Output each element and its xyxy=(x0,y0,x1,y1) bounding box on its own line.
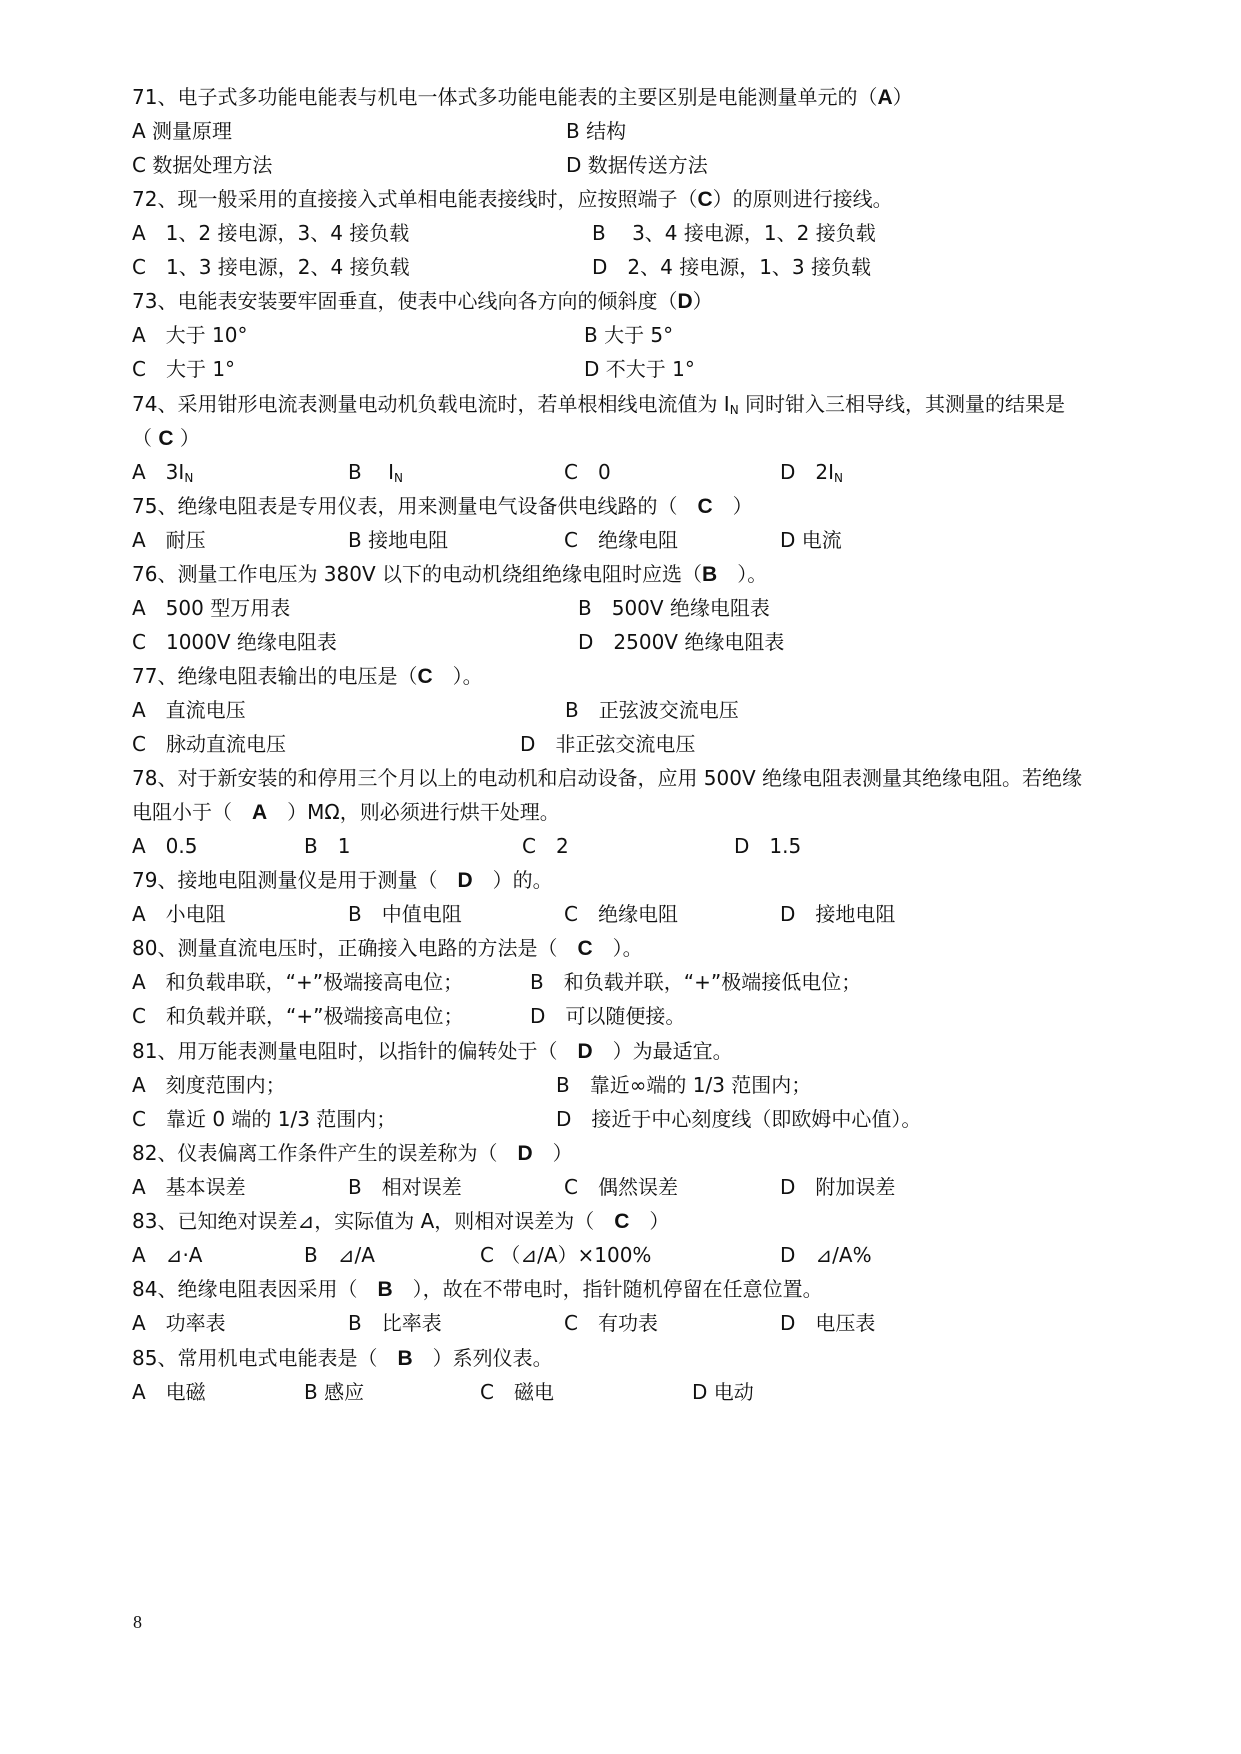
option-a: A 刻度范围内； xyxy=(132,1073,286,1097)
option-d: D 2、4 接电源，1、3 接负载 xyxy=(592,255,872,279)
option-b: B 500V 绝缘电阻表 xyxy=(578,596,770,620)
option-row xyxy=(0,350,1241,388)
answer-letter: A xyxy=(252,801,268,824)
option-d: D 不大于 1° xyxy=(584,357,695,381)
option-a: A 500 型万用表 xyxy=(132,596,291,620)
option-row xyxy=(0,589,1241,627)
option-a: A $3I_N$ xyxy=(132,460,194,485)
question-text-continued: （ C ） xyxy=(132,426,200,450)
option-b: B 接地电阻 xyxy=(348,528,449,552)
option-d: D 电压表 xyxy=(780,1311,876,1335)
option-row xyxy=(0,997,1241,1035)
option-b: B 比率表 xyxy=(348,1311,442,1335)
option-b: B 和负载并联，“+”极端接低电位； xyxy=(530,970,862,994)
option-row xyxy=(0,623,1241,661)
option-b: B 靠近∞端的 1/3 范围内； xyxy=(556,1073,812,1097)
option-c: C 绝缘电阻 xyxy=(564,902,678,926)
question-text: 80、测量直流电压时，正确接入电路的方法是（ C ）。 xyxy=(132,936,643,960)
option-d: D 电流 xyxy=(780,528,842,552)
option-b: B 正弦波交流电压 xyxy=(565,698,739,722)
answer-letter: C xyxy=(158,427,174,450)
option-d: D 2500V 绝缘电阻表 xyxy=(578,630,785,654)
option-a: A 直流电压 xyxy=(132,698,246,722)
option-d: D 数据传送方法 xyxy=(566,153,708,177)
option-row xyxy=(0,827,1241,865)
option-b: B 相对误差 xyxy=(348,1175,462,1199)
answer-letter: C xyxy=(614,1210,630,1233)
question-text: 85、常用机电式电能表是（ B ）系列仪表。 xyxy=(132,1346,553,1370)
option-b: B 大于 5° xyxy=(584,323,674,347)
option-row xyxy=(0,1168,1241,1206)
option-row xyxy=(0,112,1241,150)
answer-letter: C xyxy=(417,665,433,688)
option-d: D $2I_N$ xyxy=(780,460,844,485)
option-a: A 电磁 xyxy=(132,1380,206,1404)
option-d: D 非正弦交流电压 xyxy=(520,732,696,756)
question-text: 73、电能表安装要牢固垂直，使表中心线向各方向的倾斜度（D） xyxy=(132,289,713,313)
option-c: C 0 xyxy=(564,460,611,484)
option-d: D 附加误差 xyxy=(780,1175,896,1199)
question-text: 79、接地电阻测量仪是用于测量（ D ）的。 xyxy=(132,868,553,892)
option-b: B $I_N$ xyxy=(348,460,403,485)
option-row xyxy=(0,1236,1241,1274)
option-row xyxy=(0,1066,1241,1104)
option-row xyxy=(0,725,1241,763)
answer-letter: B xyxy=(702,563,718,586)
option-c: C 2 xyxy=(522,834,569,858)
option-a: A 测量原理 xyxy=(132,119,233,143)
page-number: 8 xyxy=(133,1612,142,1632)
question-text: 74、采用钳形电流表测量电动机负载电流时，若单根相线电流值为 $I_N$ 同时钳入三相导线，其测量的结果是 xyxy=(132,392,1066,417)
option-row xyxy=(0,895,1241,933)
question-text: 76、测量工作电压为 380V 以下的电动机绕组绝缘电阻时应选（B ）。 xyxy=(132,562,768,586)
answer-letter: C xyxy=(577,937,593,960)
question-text-continued: 电阻小于（ A ）MΩ，则必须进行烘干处理。 xyxy=(132,800,560,824)
option-d: D 电动 xyxy=(692,1380,754,1404)
option-b: B 感应 xyxy=(304,1380,365,1404)
option-row xyxy=(0,146,1241,184)
option-d: D 接地电阻 xyxy=(780,902,896,926)
option-c: C 和负载并联，“+”极端接高电位； xyxy=(132,1004,464,1028)
option-c: C 1、3 接电源，2、4 接负载 xyxy=(132,255,410,279)
answer-letter: A xyxy=(877,86,893,109)
option-d: D 接近于中心刻度线（即欧姆中心值）。 xyxy=(556,1107,922,1131)
option-row xyxy=(0,248,1241,286)
option-c: C 脉动直流电压 xyxy=(132,732,286,756)
question-text: 82、仪表偏离工作条件产生的误差称为（ D ） xyxy=(132,1141,573,1165)
option-b: B 3、4 接电源，1、2 接负载 xyxy=(592,221,876,245)
question-text: 78、对于新安装的和停用三个月以上的电动机和启动设备，应用 500V 绝缘电阻表测量其绝缘电阻。若绝缘 xyxy=(132,766,1083,790)
option-row xyxy=(0,453,1241,491)
question-text: 83、已知绝对误差⊿，实际值为 A，则相对误差为（ C ） xyxy=(132,1209,670,1233)
option-c: C 大于 1° xyxy=(132,357,236,381)
option-c: C 1000V 绝缘电阻表 xyxy=(132,630,337,654)
option-a: A 和负载串联，“+”极端接高电位； xyxy=(132,970,464,994)
answer-letter: D xyxy=(457,869,473,892)
option-row xyxy=(0,214,1241,252)
option-d: D ⊿/A% xyxy=(780,1243,872,1267)
question-text: 72、现一般采用的直接接入式单相电能表接线时，应按照端子（C）的原则进行接线。 xyxy=(132,187,893,211)
option-c: C 有功表 xyxy=(564,1311,658,1335)
option-row xyxy=(0,521,1241,559)
answer-letter: D xyxy=(517,1142,533,1165)
answer-letter: B xyxy=(397,1347,413,1370)
option-a: A 0.5 xyxy=(132,834,198,858)
option-b: B 中值电阻 xyxy=(348,902,462,926)
question-text: 71、电子式多功能电能表与机电一体式多功能电能表的主要区别是电能测量单元的（A） xyxy=(132,85,913,109)
answer-letter: C xyxy=(697,188,713,211)
option-a: A 小电阻 xyxy=(132,902,226,926)
option-row xyxy=(0,1373,1241,1411)
option-a: A 基本误差 xyxy=(132,1175,246,1199)
option-c: C 靠近 0 端的 1/3 范围内； xyxy=(132,1107,397,1131)
option-c: C 数据处理方法 xyxy=(132,153,273,177)
answer-letter: D xyxy=(577,1040,593,1063)
option-a: A 耐压 xyxy=(132,528,206,552)
option-a: A 大于 10° xyxy=(132,323,248,347)
question-text: 81、用万能表测量电阻时，以指针的偏转处于（ D ）为最适宜。 xyxy=(132,1039,733,1063)
answer-letter: B xyxy=(377,1278,393,1301)
option-c: C 绝缘电阻 xyxy=(564,528,678,552)
question-text: 75、绝缘电阻表是专用仪表，用来测量电气设备供电线路的（ C ） xyxy=(132,494,753,518)
option-b: B 结构 xyxy=(566,119,627,143)
option-row xyxy=(0,316,1241,354)
option-a: A 1、2 接电源，3、4 接负载 xyxy=(132,221,410,245)
option-b: B ⊿/A xyxy=(304,1243,375,1267)
option-c: C 偶然误差 xyxy=(564,1175,678,1199)
option-row xyxy=(0,1304,1241,1342)
option-c: C （⊿/A）×100% xyxy=(480,1243,652,1267)
option-a: A ⊿·A xyxy=(132,1243,203,1267)
option-d: D 可以随便接。 xyxy=(530,1004,686,1028)
option-row xyxy=(0,691,1241,729)
option-c: C 磁电 xyxy=(480,1380,554,1404)
answer-letter: D xyxy=(677,290,693,313)
option-a: A 功率表 xyxy=(132,1311,226,1335)
answer-letter: C xyxy=(697,495,713,518)
option-row xyxy=(0,1100,1241,1138)
option-b: B 1 xyxy=(304,834,351,858)
option-row xyxy=(0,963,1241,1001)
question-text: 84、绝缘电阻表因采用（ B ），故在不带电时，指针随机停留在任意位置。 xyxy=(132,1277,823,1301)
question-text: 77、绝缘电阻表输出的电压是（C ）。 xyxy=(132,664,483,688)
option-d: D 1.5 xyxy=(734,834,802,858)
